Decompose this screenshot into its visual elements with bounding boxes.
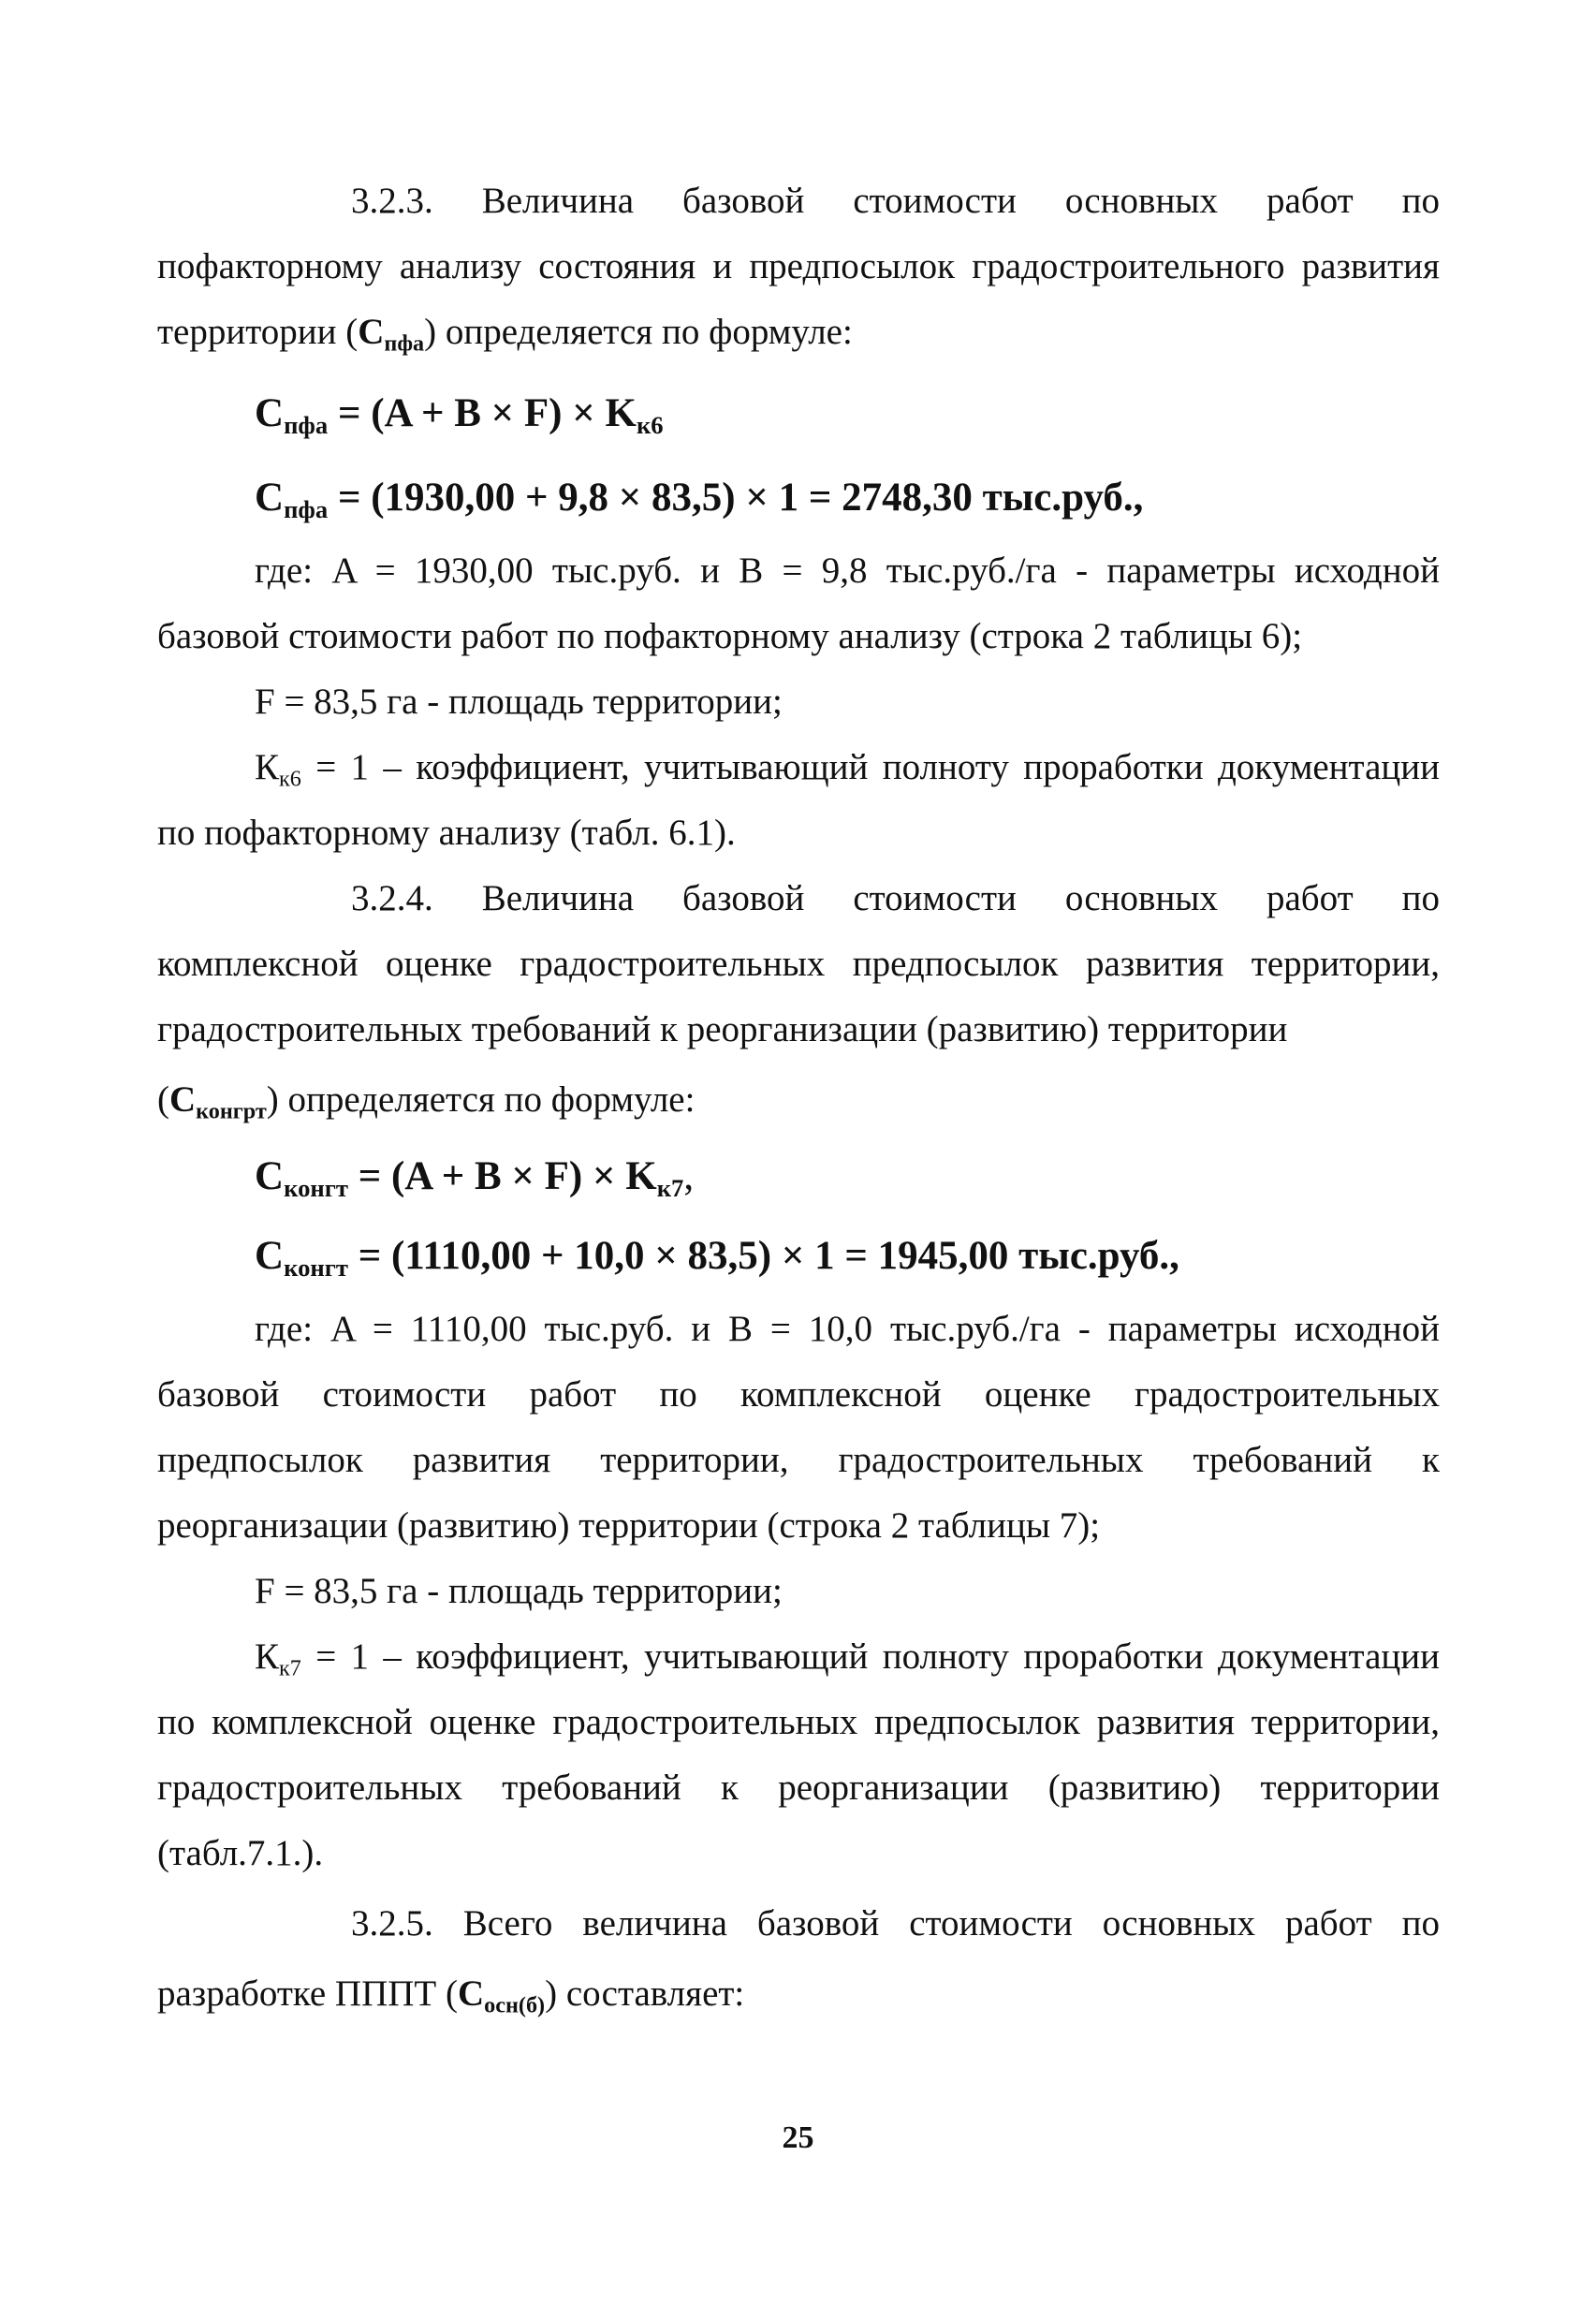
formula-cpfa-calculation: $C_{пфа} = (1930,00 + 9,8 \times 83,5) \times 1 = 2748,30$ тыс.руб., bbox=[255, 476, 1144, 523]
formula-ckongt-general: $C_{конгт} = (A + B \times F) \times K_{к7}$, bbox=[255, 1154, 695, 1202]
formula-cpfa-general: $C_{пфа} = (A + B \times F) \times K_{к6}$ bbox=[255, 391, 664, 439]
coefficient-line-3: градостроительных требований к реорганизации (развитию) территории bbox=[157, 1768, 1440, 1808]
coefficient-line-1: $К_{к7} = 1$ – коэффициент, учитывающий полноту проработки документации bbox=[255, 1636, 1440, 1681]
variable-symbol: $C_{конгрт}$ bbox=[169, 1079, 267, 1124]
paragraph-3-2-5-line-1: 3.2.5. Всего величина базовой стоимости основных работ по bbox=[351, 1903, 1440, 1944]
variable-symbol: $C_{пфа}$ bbox=[358, 312, 425, 357]
paragraph-3-2-4-line-3: градостроительных требований к реорганизации (развитию) территории bbox=[157, 1009, 1288, 1049]
where-line-2: базовой стоимости работ по пофакторному анализу (строка 2 таблицы 6); bbox=[157, 616, 1303, 656]
text-fragment: территории ( bbox=[157, 312, 359, 352]
paragraph-3-2-4-line-4: $(C_{конгрт})$ определяется по формуле: bbox=[157, 1079, 696, 1124]
coefficient-line-2: по комплексной оценке градостроительных предпосылок развития территории, bbox=[157, 1702, 1440, 1742]
where-line-1: где: A = 1930,00 тыс.руб. и B = 9,8 тыс.руб./га - параметры исходной bbox=[255, 550, 1440, 591]
where-line-1: где: A = 1110,00 тыс.руб. и B = 10,0 тыс.руб./га - параметры исходной bbox=[255, 1309, 1440, 1349]
area-line: F = 83,5 га - площадь территории; bbox=[255, 1571, 783, 1611]
formula-ckongt-calculation: $C_{конгт} = (1110,00 + 10,0 \times 83,5) \times 1 = 1945,00$ тыс.руб., bbox=[255, 1234, 1179, 1282]
paragraph-3-2-5-line-2: разработке ПППТ $(C_{осн(б)})$ составляет: bbox=[157, 1973, 745, 2018]
paragraph-3-2-4-line-1: 3.2.4. Величина базовой стоимости основных работ по bbox=[351, 878, 1440, 918]
paragraph-3-2-3-line-2: пофакторному анализу состояния и предпосылок градостроительного развития bbox=[157, 246, 1440, 286]
paragraph-3-2-3-line-1: 3.2.3. Величина базовой стоимости основных работ по bbox=[351, 181, 1440, 221]
coefficient-line-2: по пофакторному анализу (табл. 6.1). bbox=[157, 813, 736, 853]
where-line-3: предпосылок развития территории, градостроительных требований к bbox=[157, 1440, 1440, 1480]
where-line-2: базовой стоимости работ по комплексной оценке градостроительных bbox=[157, 1374, 1440, 1415]
paragraph-3-2-4-line-2: комплексной оценке градостроительных предпосылок развития территории, bbox=[157, 944, 1440, 984]
where-line-4: реорганизации (развитию) территории (строка 2 таблицы 7); bbox=[157, 1505, 1101, 1546]
text-fragment: ) определяется по формуле: bbox=[424, 312, 853, 352]
variable-symbol: $C_{осн(б)}$ bbox=[458, 1973, 546, 2018]
coefficient-line-1: $К_{к6} = 1$ – коэффициент, учитывающий полноту проработки документации bbox=[255, 747, 1440, 792]
page-number: 25 bbox=[782, 2120, 814, 2155]
coefficient-line-4: (табл.7.1.). bbox=[157, 1833, 324, 1873]
area-line: F = 83,5 га - площадь территории; bbox=[255, 682, 783, 722]
paragraph-3-2-3-line-3 bbox=[157, 312, 1440, 357]
